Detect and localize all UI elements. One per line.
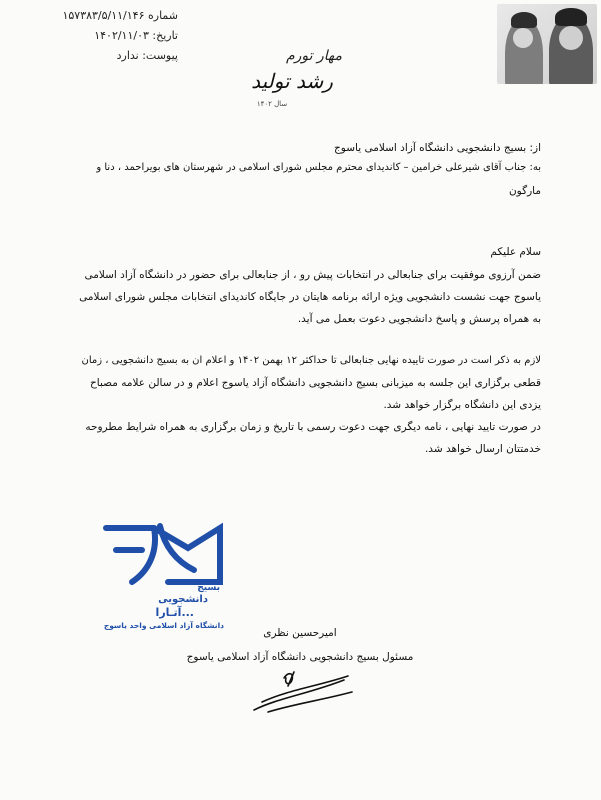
seal-line-1: بسیج [197,583,220,593]
letter-reference-block [8,6,178,66]
paragraph-final [81,416,541,460]
letter-attachment: پیوست: ندارد [116,49,178,62]
greeting: سلام علیکم [490,246,541,258]
letter-number: شماره ۱۵۷۳۸۳/۵/۱۱/۱۴۶ [62,9,178,22]
paragraph-line: یزدی این دانشگاه برگزار خواهد شد. [383,399,541,411]
paragraph-line: قطعی برگزاری این جلسه به میزبانی بسیج دانشجویی دانشگاه آزاد یاسوج اعلام و در سالن علامه مصباح [90,377,541,389]
year-slogan-calligraphy [228,38,348,110]
basij-seal-stamp [98,520,228,630]
handwritten-signature [248,668,358,718]
letter-date: تاریخ: ۱۴۰۲/۱۱/۰۳ [94,29,178,42]
to-line: به: جناب آقای شیرعلی خرامین – کاندیدای محترم مجلس شورای اسلامی در شهرستان های بویراحمد ، دنا و [96,162,541,173]
slogan-year: سال ۱۴۰۲ [256,100,288,108]
seal-line-3: آتـارا... [155,606,194,619]
from-line: از: بسیج دانشجویی دانشگاه آزاد اسلامی یاسوج [334,142,541,154]
paragraph-line: ضمن آرزوی موفقیت برای جنابعالی در انتخابات پیش رو ، از جنابعالی برای حضور در دانشگاه آزاد اسلامی [84,269,541,281]
leaders-portrait-image [497,4,597,84]
paragraph-line: در صورت تایید نهایی ، نامه دیگری جهت دعوت رسمی با تاریخ و زمان برگزاری به همراه شرایط مطروحه [85,421,541,433]
to-line-continued: مارگون [508,185,541,197]
seal-line-4: دانشگاه آزاد اسلامی واحد یاسوج [103,621,224,630]
signer-title: مسئول بسیج دانشجویی دانشگاه آزاد اسلامی یاسوج [186,651,414,663]
paragraph-line: یاسوج جهت نشست دانشجویی ویژه ارائه برنامه هایتان در جایگاه کاندیدای انتخابات مجلس شورای اسلامی [79,291,541,303]
paragraph-conditions [81,350,541,416]
signer-name: امیرحسین نظری [263,627,337,639]
slogan-line-2: رشد تولید [251,69,333,93]
paragraph-line: به همراه پرسش و پاسخ دانشجویی دعوت بعمل می آید. [297,313,541,325]
greeting-block [81,242,541,262]
paragraph-invitation [81,264,541,330]
paragraph-line: لازم به ذکر است در صورت تاییده نهایی جنابعالی تا حداکثر ۱۲ بهمن ۱۴۰۲ و اعلام ان به بسیج دانشجویی ، زمان [81,355,541,366]
letter-addressing [81,138,541,201]
slogan-line-1: مهار تورم [286,48,342,64]
paragraph-line: خدمتتان ارسال خواهد شد. [424,443,541,455]
seal-line-2: دانشجویی [158,594,208,605]
